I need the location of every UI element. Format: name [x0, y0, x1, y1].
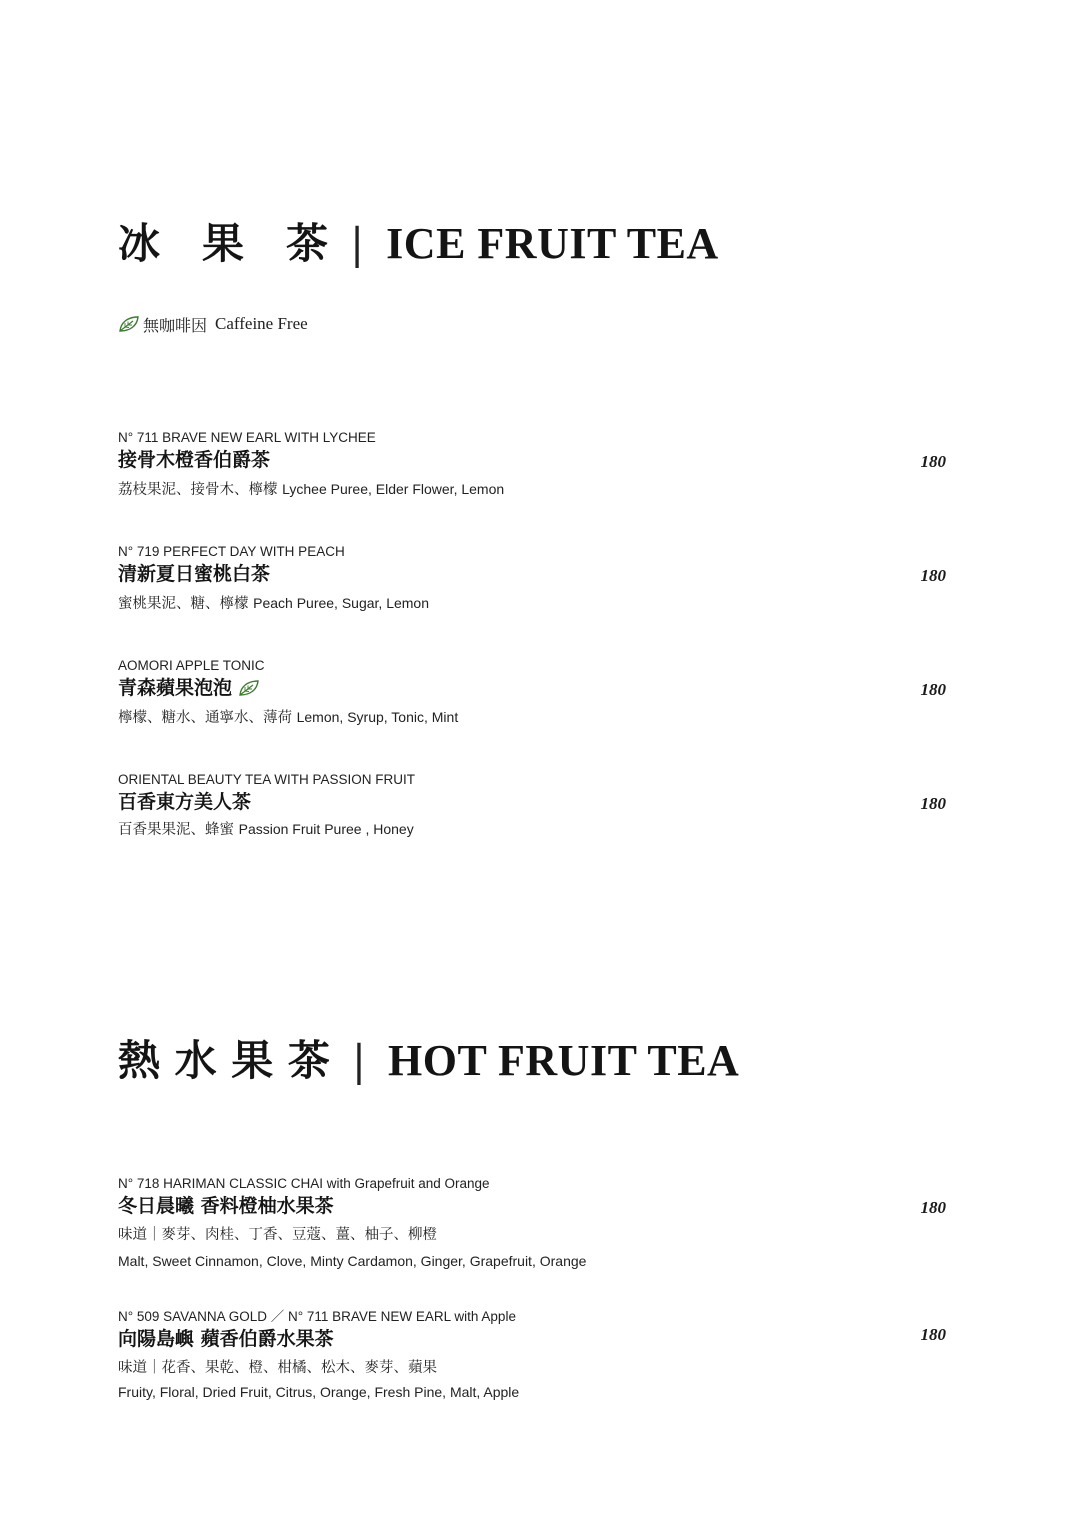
item-description-zh: 味道｜花香、果乾、橙、柑橘、松木、麥芽、蘋果	[118, 1360, 437, 1376]
item-price: 180	[920, 794, 946, 813]
item-name	[118, 1194, 334, 1218]
item-description-en: Fruity, Floral, Dried Fruit, Citrus, Orange, Fresh Pine, Malt, Apple	[118, 1384, 520, 1400]
item-price: 180	[920, 566, 946, 585]
menu-item	[118, 772, 948, 872]
item-description-zh: 百香果果泥、蜂蜜	[118, 822, 234, 838]
item-price: 180	[920, 1198, 946, 1217]
item-description	[118, 708, 458, 727]
item-description-en: Lychee Puree, Elder Flower, Lemon	[282, 481, 505, 497]
item-description	[118, 480, 504, 499]
item-name-text: 接骨木橙香伯爵茶	[118, 449, 271, 471]
hot-section-title-en: HOT FRUIT TEA	[388, 1036, 740, 1085]
item-name	[118, 562, 270, 586]
item-price: 180	[920, 1325, 946, 1344]
item-name-text: 青森蘋果泡泡	[118, 677, 233, 699]
ice-section-title	[118, 219, 719, 268]
item-description-en: Lemon, Syrup, Tonic, Mint	[296, 709, 459, 725]
item-code: ORIENTAL BEAUTY TEA WITH PASSION FRUIT	[118, 772, 416, 787]
item-description-zh: 味道｜麥芽、肉桂、丁香、豆蔻、薑、柚子、柳橙	[118, 1227, 437, 1243]
item-code: N° 718 HARIMAN CLASSIC CHAI with Grapefruit and Orange	[118, 1176, 490, 1191]
item-name-text: 向陽島嶼 蘋香伯爵水果茶	[118, 1328, 334, 1350]
item-description-en: Malt, Sweet Cinnamon, Clove, Minty Cardamon, Ginger, Grapefruit, Orange	[118, 1253, 587, 1269]
hot-section-title	[118, 1036, 740, 1085]
item-code: N° 509 SAVANNA GOLD ／ N° 711 BRAVE NEW EARL with Apple	[118, 1309, 516, 1324]
leaf-icon	[238, 679, 260, 697]
item-name	[118, 448, 270, 472]
item-description-en: Passion Fruit Puree , Honey	[238, 821, 414, 837]
item-code: N° 719 PERFECT DAY WITH PEACH	[118, 544, 345, 559]
item-description-en: Peach Puree, Sugar, Lemon	[253, 595, 430, 611]
menu-item	[118, 1176, 948, 1276]
item-name-text: 冬日晨曦 香料橙柚水果茶	[118, 1195, 334, 1217]
item-description-zh: 蜜桃果泥、糖、檸檬	[118, 596, 249, 612]
item-code: AOMORI APPLE TONIC	[118, 658, 265, 673]
title-separator: |	[351, 1036, 367, 1085]
item-description	[118, 594, 429, 613]
ice-section-title-en: ICE FRUIT TEA	[386, 219, 719, 268]
item-description	[118, 820, 414, 839]
caffeine-free-legend	[118, 313, 308, 335]
hot-section-title-zh: 熱 水 果 茶	[118, 1036, 330, 1085]
legend-label-en: Caffeine Free	[215, 314, 308, 333]
item-name-text: 百香東方美人茶	[118, 791, 252, 813]
item-description-zh: 荔枝果泥、接骨木、檸檬	[118, 482, 278, 498]
item-price: 180	[920, 680, 946, 699]
title-separator: |	[350, 219, 365, 268]
menu-item	[118, 1309, 948, 1409]
item-name	[118, 1327, 334, 1351]
item-name-text: 清新夏日蜜桃白茶	[118, 563, 271, 585]
legend-label-zh: 無咖啡因	[143, 315, 208, 335]
item-name	[118, 676, 260, 700]
item-code: N° 711 BRAVE NEW EARL WITH LYCHEE	[118, 430, 376, 445]
ice-section-title-zh: 冰 果 茶	[118, 219, 329, 268]
menu-item	[118, 658, 948, 758]
menu-item	[118, 430, 948, 530]
item-name	[118, 790, 251, 814]
leaf-icon	[118, 315, 140, 333]
item-price: 180	[920, 452, 946, 471]
item-description-zh: 檸檬、糖水、通寧水、薄荷	[118, 710, 292, 726]
menu-item	[118, 544, 948, 644]
